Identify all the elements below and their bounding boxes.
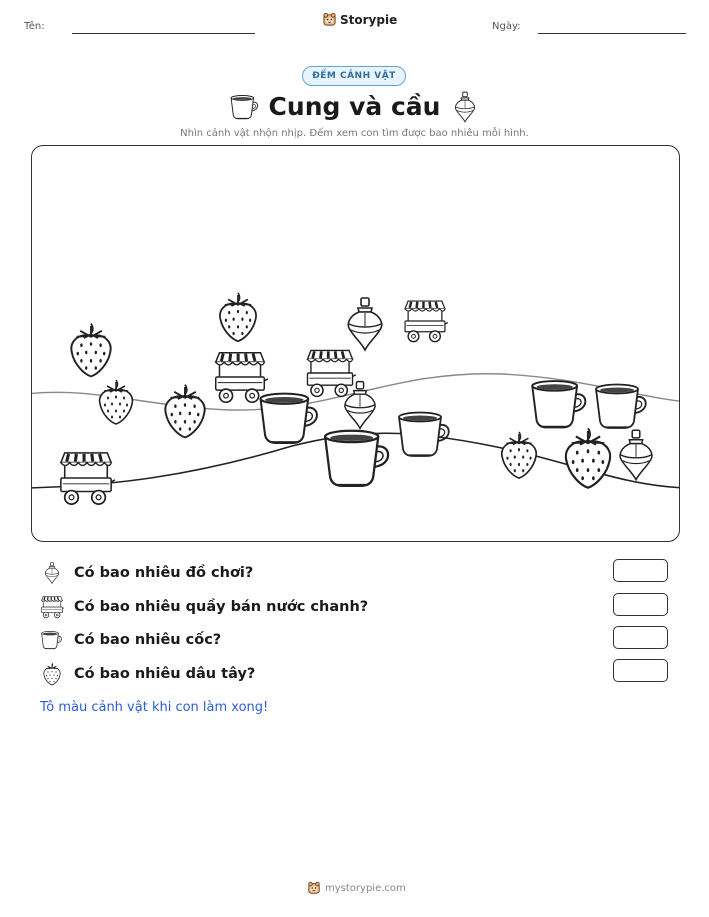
strawberry <box>220 293 256 341</box>
lemonade-stand <box>216 353 268 402</box>
teacup-icon <box>40 628 64 652</box>
question-text: Có bao nhiêu dâu tây? <box>74 666 256 682</box>
counting-scene <box>31 145 680 542</box>
activity-badge: ĐẾM CẢNH VẬT <box>302 66 406 86</box>
name-line[interactable] <box>72 33 255 34</box>
cup <box>399 413 449 457</box>
answer-box-strawberries[interactable] <box>613 659 668 682</box>
strawberry <box>566 428 610 487</box>
site-url: mystorypie.com <box>325 882 406 894</box>
strawberry <box>100 380 133 424</box>
coloring-note: Tô màu cảnh vật khi con làm xong! <box>40 700 269 715</box>
answer-box-lemonade-stands[interactable] <box>613 593 668 616</box>
instructions: Nhìn cảnh vật nhộn nhịp. Đếm xem con tìm được bao nhiêu mỗi hình. <box>180 128 529 139</box>
cup <box>596 385 646 429</box>
lemonade-stand <box>405 301 448 342</box>
storypie-mascot-icon <box>307 881 321 895</box>
spinning-top-icon <box>453 91 477 123</box>
date-label: Ngày: <box>492 21 521 32</box>
lemonade-stand <box>61 453 115 504</box>
strawberry <box>71 324 110 377</box>
cup <box>325 431 388 486</box>
spinning-top <box>348 298 381 350</box>
name-label: Tên: <box>24 21 45 32</box>
question-text: Có bao nhiêu quầy bán nước chanh? <box>74 599 369 615</box>
brand-name: Storypie <box>340 12 398 27</box>
footer-site <box>307 881 406 895</box>
cup <box>532 381 585 427</box>
spinning-top-icon <box>40 561 64 585</box>
strawberry <box>165 385 204 438</box>
spinning-top <box>345 382 375 429</box>
cup <box>261 394 317 443</box>
storypie-mascot-icon <box>322 12 337 27</box>
lemonade-stand-icon <box>40 595 64 619</box>
question-cups <box>40 627 221 653</box>
scene-illustration <box>32 146 680 542</box>
answer-box-toys[interactable] <box>613 559 668 582</box>
answer-box-cups[interactable] <box>613 626 668 649</box>
question-strawberries <box>40 661 255 687</box>
brand-logo <box>322 12 397 27</box>
date-line[interactable] <box>538 33 686 34</box>
lemonade-stand <box>307 350 356 396</box>
question-text: Có bao nhiêu cốc? <box>74 632 222 648</box>
question-toys <box>40 560 253 586</box>
strawberry <box>502 432 536 478</box>
question-lemonade-stands <box>40 594 368 620</box>
strawberry-icon <box>40 662 64 686</box>
question-text: Có bao nhiêu đồ chơi? <box>74 565 254 581</box>
spinning-top <box>620 430 652 479</box>
page-title: Cung và cầu <box>268 92 441 121</box>
